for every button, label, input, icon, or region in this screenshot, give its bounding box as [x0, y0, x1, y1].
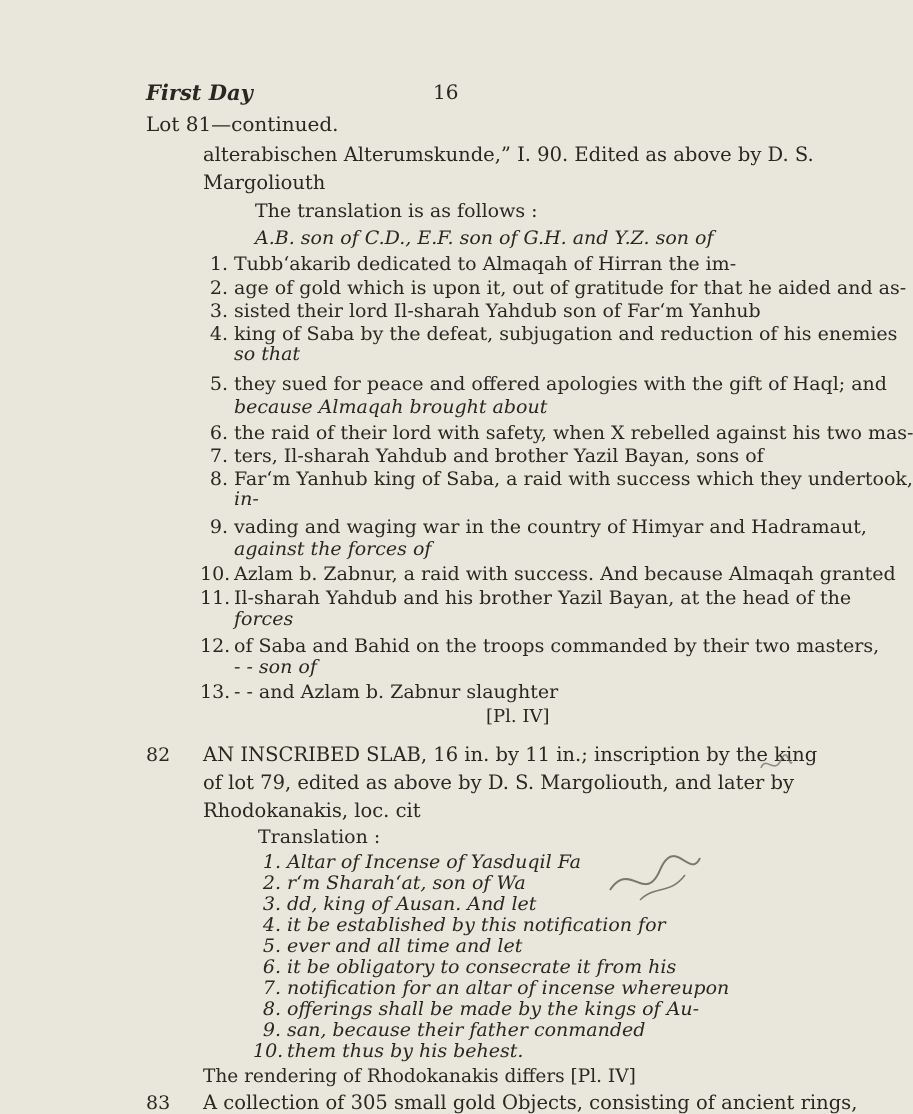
line-text: vading and waging war in the country of Himyar and Hadramaut,: [234, 516, 867, 538]
line-number: 10.: [253, 1040, 284, 1062]
translation-line: [253, 893, 536, 915]
line-text: Altar of Incense of Yasduqil Fa: [287, 851, 581, 873]
translation-line: [200, 488, 259, 510]
line-number: 3.: [262, 893, 281, 915]
line-number: 4.: [262, 914, 281, 936]
lot-82-line-2: of lot 79, edited as above by D. S. Margoliouth, and later by: [203, 771, 795, 794]
lot-81-heading: [146, 113, 338, 135]
translation-line: [200, 587, 851, 609]
line-number: 7.: [209, 445, 228, 467]
translation-line: [200, 445, 764, 467]
line-text: Tubb‘akarib dedicated to Almaqah of Hirran the im-: [234, 253, 737, 275]
translation-line: [253, 914, 666, 936]
lot-81-intro-1: alterabischen Alterumskunde,” I. 90. Edited as above by D. S.: [203, 143, 814, 166]
line-text: - - and Azlam b. Zabnur slaughter: [234, 681, 559, 703]
translation-line: [253, 851, 581, 873]
translation-line: [200, 396, 547, 418]
translation-line: [253, 998, 699, 1020]
line-number: 9.: [262, 1019, 281, 1041]
line-text: they sued for peace and offered apologies with the gift of Haql; and: [234, 373, 887, 395]
line-number: 9.: [209, 516, 228, 538]
line-text: san, because their father conmanded: [287, 1019, 646, 1041]
lot-81-names-line: A.B. son of C.D., E.F. son of G.H. and Y.Z. son of: [255, 227, 714, 249]
line-number: 13.: [200, 681, 231, 703]
line-number: 10.: [200, 563, 231, 585]
line-text: in-: [234, 488, 259, 510]
line-number: 1.: [209, 253, 228, 275]
line-text: r‘m Sharah‘at, son of Wa: [287, 872, 526, 894]
line-text: Far‘m Yanhub king of Saba, a raid with success which they undertook,: [234, 468, 913, 490]
line-number: 12.: [200, 635, 231, 657]
lot-82-number: 82: [146, 744, 171, 766]
line-text: Il-sharah Yahdub and his brother Yazil Bayan, at the head of the: [234, 587, 852, 609]
lot-83-line-1: A collection of 305 small gold Objects, consisting of ancient rings,: [203, 1091, 858, 1114]
translation-line: [200, 323, 897, 345]
line-number: 2.: [262, 872, 281, 894]
line-number: 5.: [209, 373, 228, 395]
line-text: ever and all time and let: [287, 935, 523, 957]
translation-line: [253, 872, 526, 894]
line-number: 2.: [209, 277, 228, 299]
lot-81-intro-2: Margoliouth: [203, 171, 326, 194]
translation-line: [200, 373, 887, 395]
line-text: of Saba and Bahid on the troops commanded by their two masters,: [234, 635, 880, 657]
line-number: 11.: [200, 587, 231, 609]
translation-line: [200, 635, 879, 657]
line-text: forces: [234, 608, 294, 630]
line-text: against the forces of: [234, 538, 432, 560]
line-text: them thus by his behest.: [287, 1040, 524, 1062]
translation-line: [200, 253, 736, 275]
line-text: Azlam b. Zabnur, a raid with success. And because Almaqah granted: [234, 563, 896, 585]
lot-81-plate-reference: [Pl. IV]: [486, 706, 550, 727]
lot-82-translation-label: Translation :: [258, 826, 381, 848]
translation-line: [200, 656, 317, 678]
lot-81-translation-intro: The translation is as follows :: [255, 200, 538, 222]
translation-line: [200, 300, 761, 322]
translation-line: [253, 956, 676, 978]
line-text: the raid of their lord with safety, when X rebelled against his two mas-: [234, 422, 913, 444]
translation-line: [200, 538, 431, 560]
line-number: 8.: [262, 998, 281, 1020]
line-text: king of Saba by the defeat, subjugation and reduction of his enemies: [234, 323, 898, 345]
line-text: dd, king of Ausan. And let: [287, 893, 537, 915]
translation-line: [200, 516, 867, 538]
translation-line: [200, 343, 300, 365]
translation-line: [253, 1019, 645, 1041]
line-text: notification for an altar of incense whereupon: [287, 977, 730, 999]
translation-line: [200, 468, 913, 490]
lot-83-number: 83: [146, 1092, 171, 1114]
page-number: 16: [433, 80, 459, 104]
translation-line: [253, 935, 522, 957]
handwritten-annotation-icon: [600, 850, 710, 910]
line-text: ters, Il-sharah Yahdub and brother Yazil Bayan, sons of: [234, 445, 764, 467]
translation-line: [200, 681, 558, 703]
lot-82-line-3: Rhodokanakis, loc. cit: [203, 799, 421, 822]
line-text: age of gold which is upon it, out of gratitude for that he aided and as-: [234, 277, 907, 299]
margin-note-icon: [756, 750, 796, 780]
line-text: - - son of: [234, 656, 317, 678]
line-text: sisted their lord Il-sharah Yahdub son of Far‘m Yanhub: [234, 300, 761, 322]
lot-81-heading-text: Lot 81—continued.: [146, 112, 339, 136]
translation-line: [253, 1040, 523, 1062]
running-header: First Day: [146, 80, 253, 105]
line-number: 7.: [262, 977, 281, 999]
line-number: 6.: [262, 956, 281, 978]
line-number: 4.: [209, 323, 228, 345]
line-number: 1.: [262, 851, 281, 873]
line-number: 6.: [209, 422, 228, 444]
translation-line: [200, 422, 913, 444]
translation-line: [200, 608, 293, 630]
lot-82-closing: The rendering of Rhodokanakis differs [Pl. IV]: [203, 1066, 636, 1087]
translation-line: [200, 563, 896, 585]
line-number: 5.: [262, 935, 281, 957]
line-text: it be established by this notification for: [287, 914, 666, 936]
translation-line: [253, 977, 729, 999]
line-text: it be obligatory to consecrate it from his: [287, 956, 677, 978]
translation-line: [200, 277, 906, 299]
line-number: 8.: [209, 468, 228, 490]
line-text: so that: [234, 343, 301, 365]
line-number: 3.: [209, 300, 228, 322]
lot-82-line-1: AN INSCRIBED SLAB, 16 in. by 11 in.; inscription by the king: [203, 743, 818, 766]
line-text: offerings shall be made by the kings of Au-: [287, 998, 699, 1020]
line-text: because Almaqah brought about: [234, 396, 548, 418]
